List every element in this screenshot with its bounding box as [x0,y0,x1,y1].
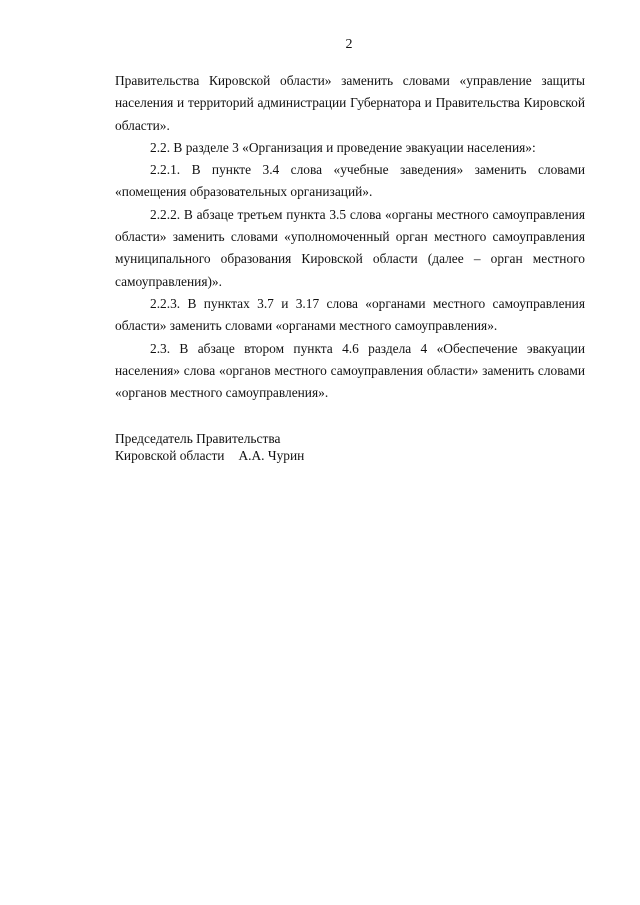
paragraph-2-2-1: 2.2.1. В пункте 3.4 слова «учебные заведения» заменить словами «помещения образовательных организаций». [115,162,585,200]
paragraph-2-2-3: 2.2.3. В пунктах 3.7 и 3.17 слова «органами местного самоуправления области» заменить словами «органами местного самоуправления». [115,295,585,334]
document-body [115,70,585,404]
paragraph-continuation: Правительства Кировской области» заменить словами «управление защиты населения и территорий администрации Губернатора и Правительства Кировской области». [115,73,585,133]
signature-title-line2: Кировской области [115,448,225,463]
signature-title-line2-row [115,447,304,464]
paragraph-2-3: 2.3. В абзаце втором пункта 4.6 раздела 4 «Обеспечение эвакуации населения» слова «органов местного самоуправления области» заменить словами «органов местного самоуправления». [115,340,585,401]
paragraph-2-2: 2.2. В разделе 3 «Организация и проведение эвакуации населения»: [150,139,536,155]
page-number: 2 [345,37,353,52]
signature-block [115,430,304,464]
signature-title-line1: Председатель Правительства [115,431,281,446]
signature-name: А.А. Чурин [238,448,305,463]
paragraph-2-2-2: 2.2.2. В абзаце третьем пункта 3.5 слова «органы местного самоуправления области» заменить словами «уполномоченный орган местного самоуправления муниципального образования Кировской области (далее – орган местного самоуправления)». [115,206,585,289]
